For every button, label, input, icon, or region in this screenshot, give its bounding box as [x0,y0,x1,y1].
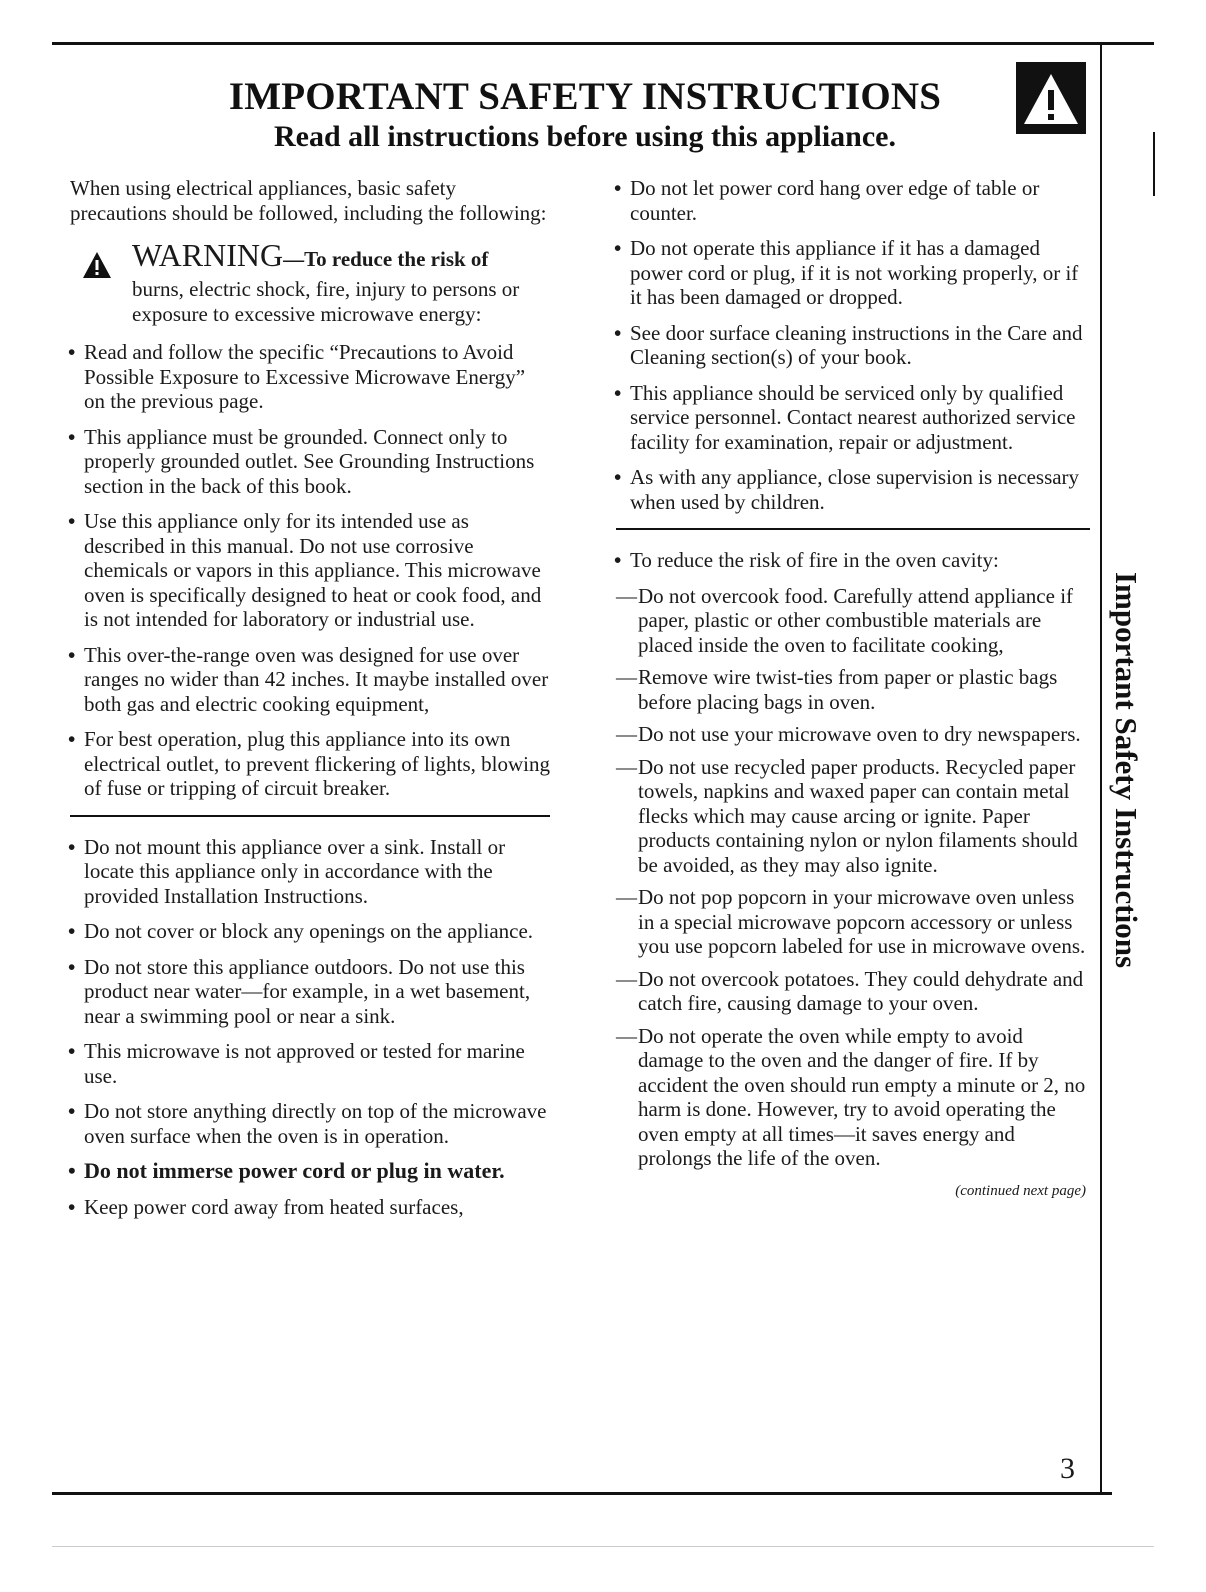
item-text: As with any appliance, close supervision is necessary when used by children. [630,465,1080,514]
list-item: • This microwave is not approved or tested for marine use. [68,1039,525,1088]
list-item: • Read and follow the specific “Precautions to Avoid Possible Exposure to Excessive Microwave Energy” on the previous page. [68,340,526,413]
fire-intro: • To reduce the risk of fire in the oven cavity: [614,548,999,572]
side-tab-label: Important Safety Instructions [1109,571,1144,969]
item-text: For best operation, plug this appliance into its own electrical outlet, to prevent flickering of lights, blowing of fuse or tripping of circuit breaker. [84,727,550,800]
item-text: Do not cover or block any openings on the appliance. [84,919,534,943]
footer-line [52,1546,1154,1547]
page-subtitle: Read all instructions before using this appliance. [273,120,897,153]
item-text: Do not store anything directly on top of the microwave oven surface when the oven is in operation. [84,1099,547,1148]
item-text: Use this appliance only for its intended use as described in this manual. Do not use corrosive chemicals or vapors in this appliance. This microwave oven is specifically designed to heat or cook food, and is not intended for laboratory or industrial use. [84,509,542,631]
page-title: IMPORTANT SAFETY INSTRUCTIONS [228,75,942,118]
item-text: Do not mount this appliance over a sink. Install or locate this appliance only in accordance with the provided Installation Instructions. [84,834,506,908]
intro-paragraph: When using electrical appliances, basic safety precautions should be followed, including the following: [70,176,547,225]
fire-item: — Do not overcook potatoes. They could dehydrate and catch fire, causing damage to your oven. [616,966,1084,1015]
fire-item: — Do not use recycled paper products. Recycled paper towels, napkins and waxed paper can contain metal flecks which may cause arcing or ignite. Paper products containing nylon or nylon filaments should be avoided, as they may also ignite. [616,754,1078,877]
left-column [70,176,550,1230]
fire-item: — Do not pop popcorn in your microwave oven unless in a special microwave popcorn accessory or unless you use popcorn labeled for use in microwave ovens. [616,885,1086,958]
list-item: • This appliance must be grounded. Connect only to properly grounded outlet. See Grounding Instructions section in the back of this book. [68,424,535,498]
list-item: • This appliance should be serviced only by qualified service personnel. Contact nearest authorized service facility for examination, repair or adjustment. [614,380,1076,454]
fire-item: — Remove wire twist-ties from paper or plastic bags before placing bags in oven. [616,665,1058,714]
item-text: Remove wire twist-ties from paper or plastic bags before placing bags in oven. [638,665,1058,714]
item-text: Read and follow the specific “Precautions to Avoid Possible Exposure to Excessive Microwave Energy” on the previous page. [84,340,526,413]
item-text: Do not operate this appliance if it has a damaged power cord or plug, if it is not working properly, or if it has been damaged or dropped. [630,236,1079,309]
warning-block [70,237,550,326]
list-item-bold: • Do not immerse power cord or plug in water. [68,1158,505,1183]
item-text: This over-the-range oven was designed for use over ranges no wider than 42 inches. It maybe installed over both gas and electric cooking equipment, [84,642,549,716]
warning-icon [82,251,112,279]
item-text: Do not pop popcorn in your microwave oven unless in a special microwave popcorn accessory or unless you use popcorn labeled for use in microwave ovens. [638,885,1086,958]
top-rule [52,42,1154,45]
right-column [616,176,1090,1203]
warning-triangle-icon [1016,62,1086,134]
side-tab [1096,540,1156,1000]
list-item: • Use this appliance only for its intended use as described in this manual. Do not use corrosive chemicals or vapors in this appliance. This microwave oven is specifically designed to heat or cook food, and is not intended for laboratory or industrial use. [68,509,542,631]
warning-body: burns, electric shock, fire, injury to persons or exposure to excessive microwave energy: [132,277,520,326]
list-item: • Keep power cord away from heated surfaces, [68,1194,464,1219]
item-text: Do not let power cord hang over edge of table or counter. [630,176,1040,225]
item-text: To reduce the risk of fire in the oven cavity: [630,548,999,572]
item-text: This microwave is not approved or tested for marine use. [84,1039,525,1088]
item-text: This appliance must be grounded. Connect only to properly grounded outlet. See Grounding Instructions section in the back of this book. [84,424,535,498]
item-text: This appliance should be serviced only by qualified service personnel. Contact nearest authorized service facility for examination, repair or adjustment. [630,380,1076,454]
list-item: • Do not store this appliance outdoors. Do not use this product near water—for example, in a wet basement, near a swimming pool or near a sink. [68,954,531,1028]
item-text: Do not overcook potatoes. They could dehydrate and catch fire, causing damage to your oven. [638,966,1084,1015]
item-text: Do not use your microwave oven to dry newspapers. [638,722,1081,746]
continued-note: (continued next page) [955,1182,1086,1199]
list-item: • Do not let power cord hang over edge of table or counter. [614,176,1040,225]
section-divider [70,815,550,817]
list-item: • See door surface cleaning instructions in the Care and Cleaning section(s) of your book. [614,320,1083,369]
item-text: Do not overcook food. Carefully attend appliance if paper, plastic or other combustible materials are placed inside the oven to facilitate cooking, [638,583,1074,657]
item-text: Do not store this appliance outdoors. Do not use this product near water—for example, in a wet basement, near a swimming pool or near a sink. [84,954,531,1028]
list-item: • Do not store anything directly on top of the microwave oven surface when the oven is in operation. [68,1099,547,1148]
list-item: • Do not operate this appliance if it has a damaged power cord or plug, if it is not working properly, or if it has been damaged or dropped. [614,236,1079,309]
list-item: • Do not cover or block any openings on the appliance. [68,919,534,943]
warning-lead: —To reduce the risk of [283,247,489,271]
fire-item: — Do not use your microwave oven to dry newspapers. [616,722,1081,746]
page-number: 3 [1060,1452,1075,1485]
item-text: See door surface cleaning instructions in the Care and Cleaning section(s) of your book. [630,320,1083,369]
list-item: • Do not mount this appliance over a sink. Install or locate this appliance only in accordance with the provided Installation Instructions. [68,834,506,908]
list-item: • As with any appliance, close supervision is necessary when used by children. [614,465,1080,514]
item-text: Do not use recycled paper products. Recycled paper towels, napkins and waxed paper can contain metal flecks which may cause arcing or ignite. Paper products containing nylon or nylon filaments should be avoided, as they may also ignite. [638,754,1078,877]
list-item: • For best operation, plug this appliance into its own electrical outlet, to prevent flickering of lights, blowing of fuse or tripping of circuit breaker. [68,727,550,800]
fire-item: — Do not overcook food. Carefully attend appliance if paper, plastic or other combustible materials are placed inside the oven to facilitate cooking, [616,583,1074,657]
section-divider [616,528,1090,530]
item-text: Keep power cord away from heated surfaces, [84,1194,464,1219]
fire-item: — Do not operate the oven while empty to avoid damage to the oven and the danger of fire. If by accident the oven should run empty a minute or 2, no harm is done. However, try to avoid operating the oven empty at all times—it saves energy and prolongs the life of the oven. [616,1023,1086,1170]
warning-word: WARNING [132,237,284,273]
item-text: Do not immerse power cord or plug in water. [84,1158,505,1183]
item-text: Do not operate the oven while empty to avoid damage to the oven and the danger of fire. If by accident the oven should run empty a minute or 2, no harm is done. However, try to avoid operating the oven empty at all times—it saves energy and prolongs the life of the oven. [638,1023,1086,1170]
list-item: • This over-the-range oven was designed for use over ranges no wider than 42 inches. It maybe installed over both gas and electric cooking equipment, [68,642,549,716]
bottom-rule [52,1492,1112,1495]
